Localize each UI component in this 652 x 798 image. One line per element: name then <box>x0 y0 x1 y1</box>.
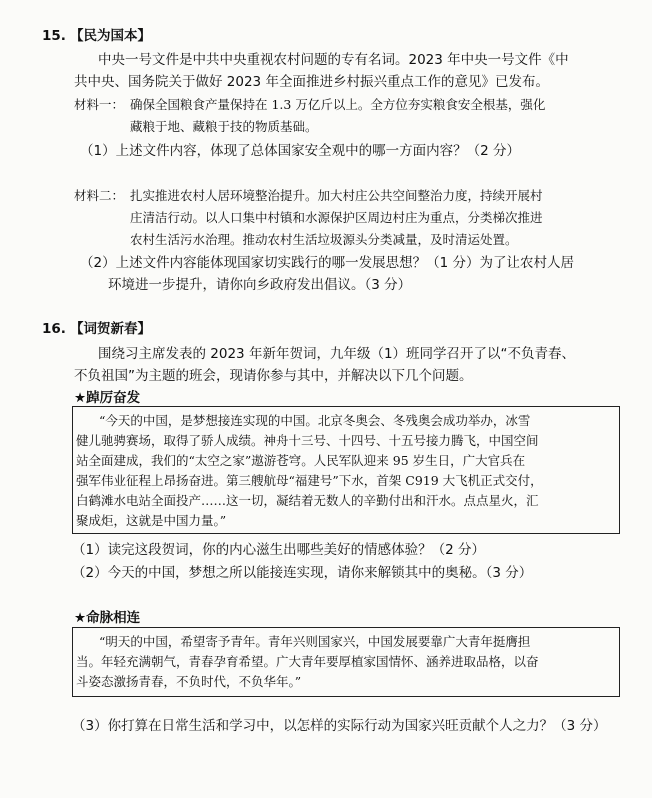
q15-material2-line3: 农村生活污水治理。推动农村生活垃圾源头分类减量，及时清运处置。 <box>130 232 518 247</box>
q16-subquestion1: （1）读完这段贺词，你的内心滋生出哪些美好的情感体验？（2 分） <box>72 542 485 558</box>
quote1-line6: 聚成炬，这就是中国力量。” <box>76 513 227 528</box>
q15-number: 15. <box>42 28 66 44</box>
quote1-line2: 健儿驰骋赛场，取得了骄人成绩。神舟十三号、十四号、十五号接力腾飞，中国空间 <box>76 433 539 448</box>
quote1-line1: “今天的中国，是梦想接连实现的中国。北京冬奥会、冬残奥会成功举办，冰雪 <box>99 413 531 428</box>
q15-material1-line1: 确保全国粮食产量保持在 1.3 万亿斤以上。全方位夯实粮食安全根基，强化 <box>130 97 546 112</box>
q16-intro-line2: 不负祖国”为主题的班会，现请你参与其中，并解决以下几个问题。 <box>74 368 473 384</box>
q15-material2-line2: 庄清洁行动。以人口集中村镇和水源保护区周边村庄为重点，分类梯次推进 <box>130 210 543 225</box>
quote2-line2: 当。年轻充满朝气，青春孕育希望。广大青年要厚植家国情怀、涵养进取品格，以奋 <box>76 654 539 669</box>
quote1-line4: 强军伟业征程上昂扬奋进。第三艘航母“福建号”下水，首架 C919 大飞机正式交付， <box>76 473 543 488</box>
q15-subquestion2-line1: （2）上述文件内容能体现国家切实践行的哪一发展思想？（1 分）为了让农村人居 <box>80 255 574 271</box>
q16-section2-title: ★命脉相连 <box>74 610 141 626</box>
quote-box-1 <box>72 406 620 534</box>
quote1-line3: 站全面建成，我们的“太空之家”遨游苍穹。人民军队迎来 95 岁生日，广大官兵在 <box>76 453 526 468</box>
q15-subquestion1: （1）上述文件内容，体现了总体国家安全观中的哪一方面内容？（2 分） <box>80 143 520 159</box>
q15-title: 【民为国本】 <box>70 28 151 44</box>
quote2-line3: 斗姿态激扬青春，不负时代，不负华年。” <box>76 674 302 689</box>
q15-material1-line2: 藏粮于地、藏粮于技的物质基础。 <box>130 119 318 134</box>
q16-section1-title: ★踔厉奋发 <box>74 390 141 406</box>
q16-subquestion3: （3）你打算在日常生活和学习中，以怎样的实际行动为国家兴旺贡献个人之力？（3 分） <box>72 718 607 734</box>
q15-subquestion2-line2: 环境进一步提升，请你向乡政府发出倡议。（3 分） <box>108 277 412 293</box>
q15-material1-label: 材料一： <box>74 97 125 112</box>
quote2-line1: “明天的中国，希望寄予青年。青年兴则国家兴，中国发展要靠广大青年挺膺担 <box>99 634 531 649</box>
q16-number: 16. <box>42 321 66 337</box>
q16-title: 【词贺新春】 <box>70 321 151 337</box>
q16-subquestion2: （2）今天的中国，梦想之所以能接连实现，请你来解锁其中的奥秘。（3 分） <box>72 565 533 581</box>
quote-box-2 <box>72 627 620 697</box>
q15-intro-line1: 中央一号文件是中共中央重视农村问题的专有名词。2023 年中央一号文件《中 <box>98 52 569 68</box>
quote1-line5: 白鹤滩水电站全面投产……这一切，凝结着无数人的辛勤付出和汗水。点点星火，汇 <box>76 493 539 508</box>
q15-material2-label: 材料二： <box>74 188 125 203</box>
q16-intro-line1: 围绕习主席发表的 2023 年新年贺词，九年级（1）班同学召开了以“不负青春、 <box>98 346 576 362</box>
q15-material2-line1: 扎实推进农村人居环境整治提升。加大村庄公共空间整治力度，持续开展村 <box>130 188 543 203</box>
q15-intro-line2: 共中央、国务院关于做好 2023 年全面推进乡村振兴重点工作的意见》已发布。 <box>74 74 549 90</box>
